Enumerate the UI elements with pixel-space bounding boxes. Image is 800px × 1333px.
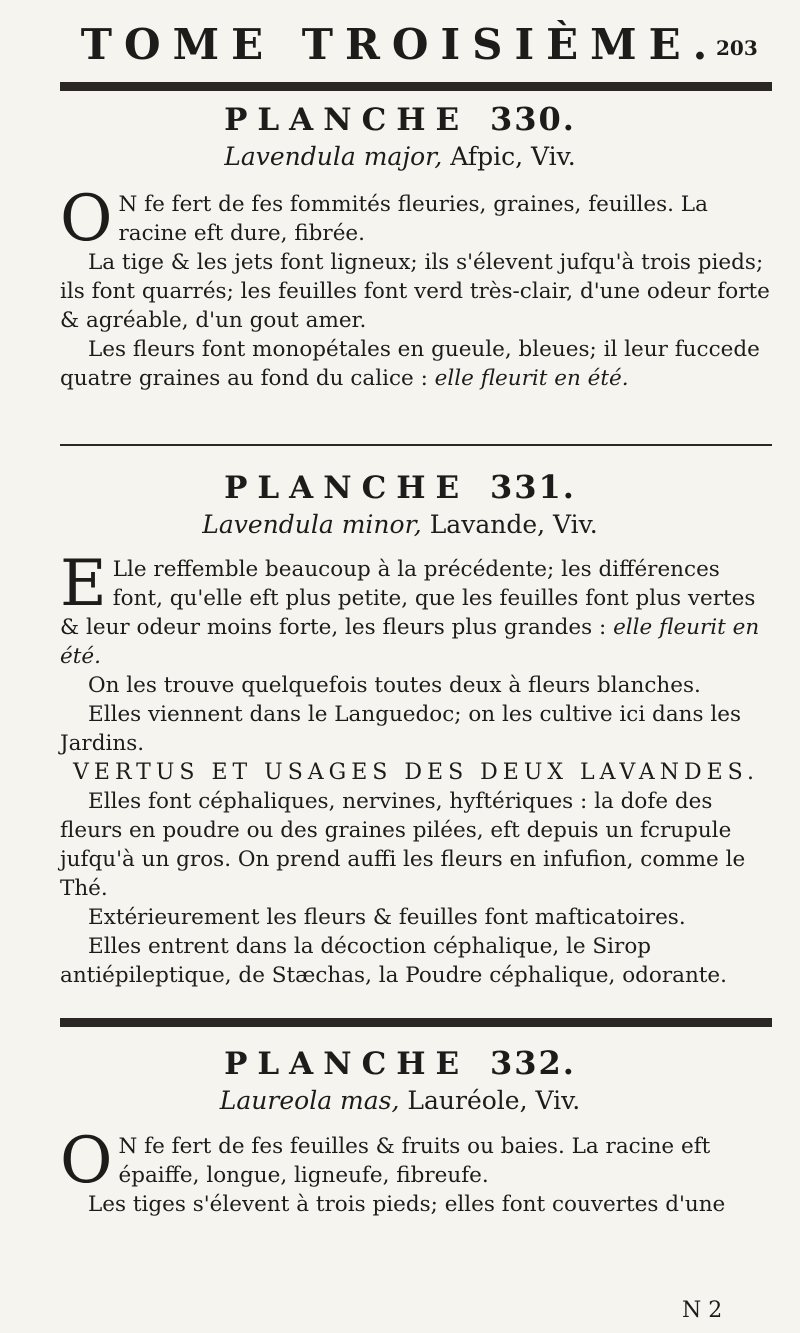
plate-heading — [0, 102, 800, 137]
paragraph: Les fleurs font monopétales en gueule, bleues; il leur fuccede quatre graines au fond du calice : elle fleurit en été. — [60, 337, 760, 391]
plate-heading — [0, 1046, 800, 1081]
flowering-note: elle fleurit en été. — [60, 615, 760, 669]
plate-332-header — [0, 1046, 800, 1118]
common-name: Lavande, Viv. — [429, 510, 598, 540]
paragraph: Elles font céphaliques, nervines, hyftériques : la dofe des fleurs en poudre ou des graines pilées, eft depuis un fcrupule jufqu'à un gros. On prend auffi les fleurs en infufion, comme le Thé. — [60, 789, 746, 901]
drop-cap: O — [60, 1124, 113, 1198]
plate-title-word: PLANCHE — [224, 1046, 470, 1082]
plate-subtitle — [0, 509, 800, 542]
common-name: Lauréole, Viv. — [407, 1086, 581, 1116]
paragraph: Elles entrent dans la décoction céphalique, le Sirop antiépileptique, de Stæchas, la Poudre céphalique, odorante. — [60, 934, 727, 988]
drop-cap: O — [60, 182, 113, 256]
plate-title-word: PLANCHE — [224, 470, 470, 506]
catchword: N 2 — [682, 1298, 723, 1323]
plate-subtitle — [0, 141, 800, 174]
plate-331-text — [60, 547, 772, 990]
virtues-heading: VERTUS ET USAGES DES DEUX LAVANDES. — [73, 760, 759, 785]
plate-number: 331. — [489, 468, 576, 506]
latin-name: Lavendula major, — [224, 142, 443, 172]
page-number: 203 — [716, 36, 758, 60]
plate-330-header — [0, 102, 800, 174]
plate-332-text — [60, 1124, 772, 1219]
paragraph: Les tiges s'élevent à trois pieds; elles font couvertes d'une — [88, 1192, 726, 1217]
plate-subtitle — [0, 1085, 800, 1118]
plate-number: 332. — [489, 1044, 576, 1082]
paragraph: Extérieurement les fleurs & feuilles font mafticatoires. — [88, 905, 686, 930]
paragraph: Elles viennent dans le Languedoc; on les cultive ici dans les Jardins. — [60, 702, 741, 756]
paragraph: O N fe fert de fes feuilles & fruits ou baies. La racine eft épaiffe, longue, ligneufe, fibreufe. — [60, 1124, 711, 1198]
section-rule — [60, 1018, 772, 1027]
paragraph: On les trouve quelquefois toutes deux à fleurs blanches. — [88, 673, 701, 698]
paragraph: La tige & les jets font ligneux; ils s'élevent jufqu'à trois pieds; ils font quarrés; les feuilles font verd très-clair, d'une odeur forte & agréable, d'un gout amer. — [60, 250, 770, 333]
section-rule — [60, 444, 772, 446]
plate-heading — [0, 470, 800, 505]
drop-cap: E — [60, 547, 107, 621]
plate-331-header — [0, 470, 800, 542]
plate-title-word: PLANCHE — [224, 102, 470, 138]
flowering-note: elle fleurit en été. — [434, 366, 629, 391]
latin-name: Lavendula minor, — [202, 510, 422, 540]
paragraph: O N fe fert de fes fommités fleuries, graines, feuilles. La racine eft dure, fibrée. — [60, 182, 708, 256]
plate-330-text — [60, 182, 772, 393]
paragraph: E Lle reffemble beaucoup à la précédente; les différences font, qu'elle eft plus petite, que les feuilles font plus vertes & leur odeur moins forte, les fleurs plus grandes : elle fleurit en été. — [60, 547, 760, 669]
header-rule — [60, 82, 772, 91]
common-name: Afpic, Viv. — [450, 142, 576, 172]
latin-name: Laureola mas, — [219, 1086, 400, 1116]
plate-number: 330. — [489, 100, 576, 138]
running-head: TOME TROISIÈME. — [80, 20, 720, 69]
